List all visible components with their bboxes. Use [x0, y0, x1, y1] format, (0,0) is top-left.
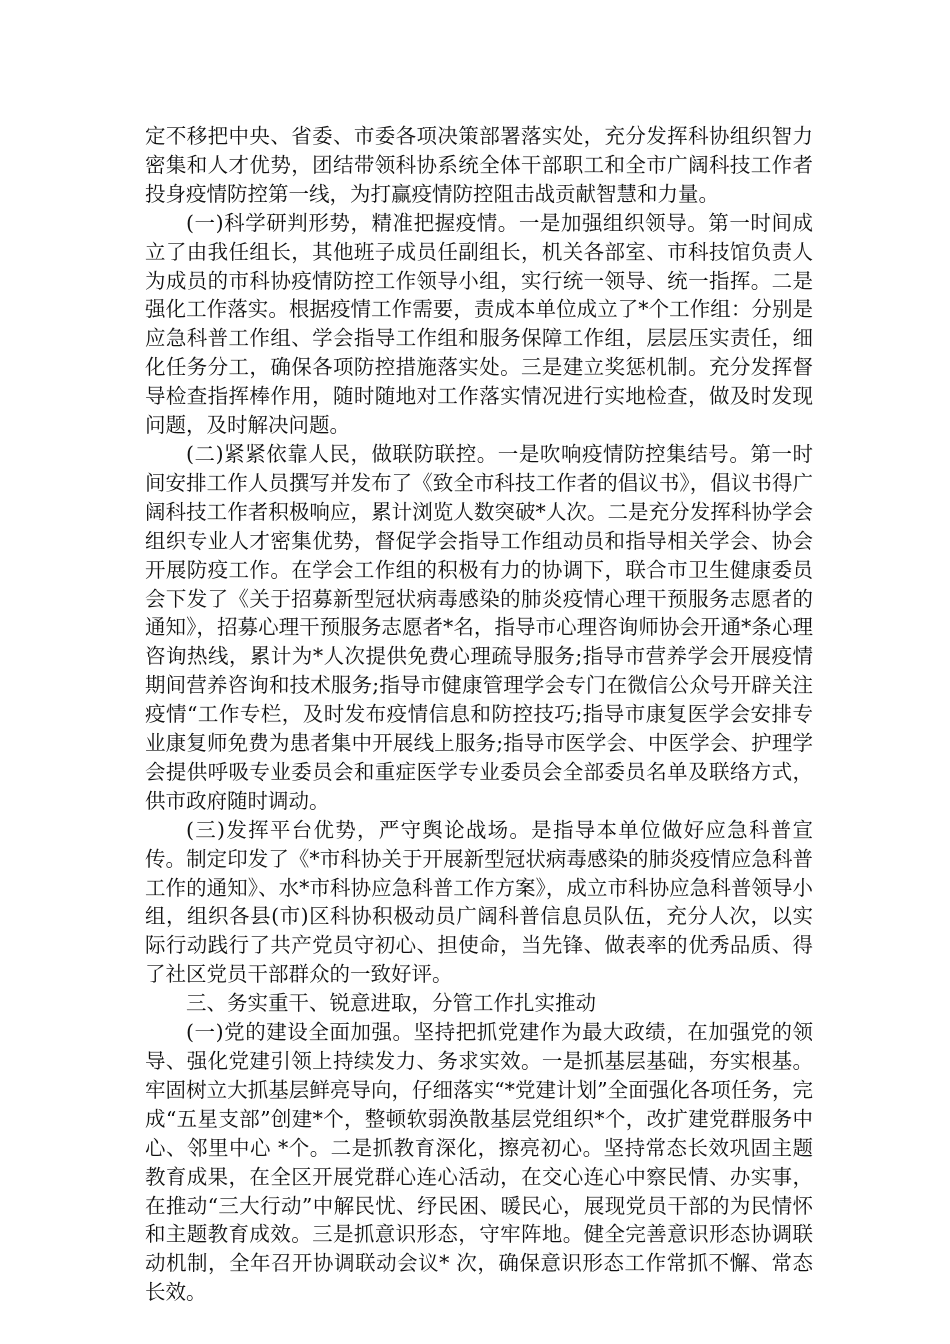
- section-heading: 三、务实重干、锐意进取，分管工作扎实推动: [186, 991, 596, 1016]
- paragraph-section-2: (二)紧紧依靠人民，做联防联控。一是吹响疫情防控集结号。第一时间安排工作人员撰写并发布了《致全市科技工作者的倡议书》，倡议书得广阔科技工作者积极响应，累计浏览人数突破*人次。二是充分发挥科协学会组织专业人才密集优势，督促学会指导工作组动员和指导相关学会、协会开展防疫工作。在学会工作组的积极有力的协调下，联合市卫生健康委员会下发了《关于招募新型冠状病毒感染的肺炎疫情心理干预服务志愿者的通知》，招募心理干预服务志愿者*名，指导市心理咨询师协会开通*条心理咨询热线，累计为*人次提供免费心理疏导服务;指导市营养学会开展疫情期间营养咨询和技术服务;指导市健康管理学会专门在微信公众号开辟关注疫情“工作专栏，及时发布疫情信息和防控技巧;指导市康复医学会安排专业康复师免费为患者集中开展线上服务;指导市医学会、中医学会、护理学会提供呼吸专业委员会和重症医学专业委员会全部委员名单及联络方式，供市政府随时调动。: [145, 441, 813, 813]
- document-page: [145, 122, 813, 1307]
- paragraph-party-building: (一)党的建设全面加强。坚持把抓党建作为最大政绩，在加强党的领导、强化党建引领上持续发力、务求实效。一是抓基层基础，夯实根基。牢固树立大抓基层鲜亮导向，仔细落实“*党建计划”全面强化各项任务，完成“五星支部”创建*个，整顿软弱涣散基层党组织*个，改扩建党群服务中心、邻里中心 *个。二是抓教育深化，擦亮初心。坚持常态长效巩固主题教育成果，在全区开展党群心连心活动，在交心连心中察民情、办实事，在推动“三大行动”中解民忧、纾民困、暖民心，展现党员干部的为民情怀和主题教育成效。三是抓意识形态，守牢阵地。健全完善意识形态协调联动机制，全年召开协调联动会议* 次，确保意识形态工作常抓不懈、常态长效。: [145, 1020, 813, 1305]
- paragraph-section-1: (一)科学研判形势，精准把握疫情。一是加强组织领导。第一时间成立了由我任组长，其他班子成员任副组长，机关各部室、市科技馆负责人为成员的市科协疫情防控工作领导小组，实行统一领导、统一指挥。二是强化工作落实。根据疫情工作需要，责成本单位成立了*个工作组：分别是应急科普工作组、学会指导工作组和服务保障工作组，层层压实责任，细化任务分工，确保各项防控措施落实处。三是建立奖惩机制。充分发挥督导检查指挥棒作用，随时随地对工作落实情况进行实地检查，做及时发现问题，及时解决问题。: [145, 210, 813, 438]
- paragraph-section-3: (三)发挥平台优势，严守舆论战场。是指导本单位做好应急科普宣传。制定印发了《*市科协关于开展新型冠状病毒感染的肺炎疫情应急科普工作的通知》、水*市科协应急科普工作方案》，成立市科协应急科普领导小组，组织各县(市)区科协积极动员广阔科普信息员队伍，充分人次，以实际行动践行了共产党员守初心、担使命，当先锋、做表率的优秀品质、得了社区党员干部群众的一致好评。: [145, 817, 813, 987]
- paragraph-continuation: 定不移把中央、省委、市委各项决策部署落实处，充分发挥科协组织智力密集和人才优势，团结带领科协系统全体干部职工和全市广阔科技工作者投身疫情防控第一线，为打赢疫情防控阻击战贡献智慧和力量。: [145, 124, 813, 206]
